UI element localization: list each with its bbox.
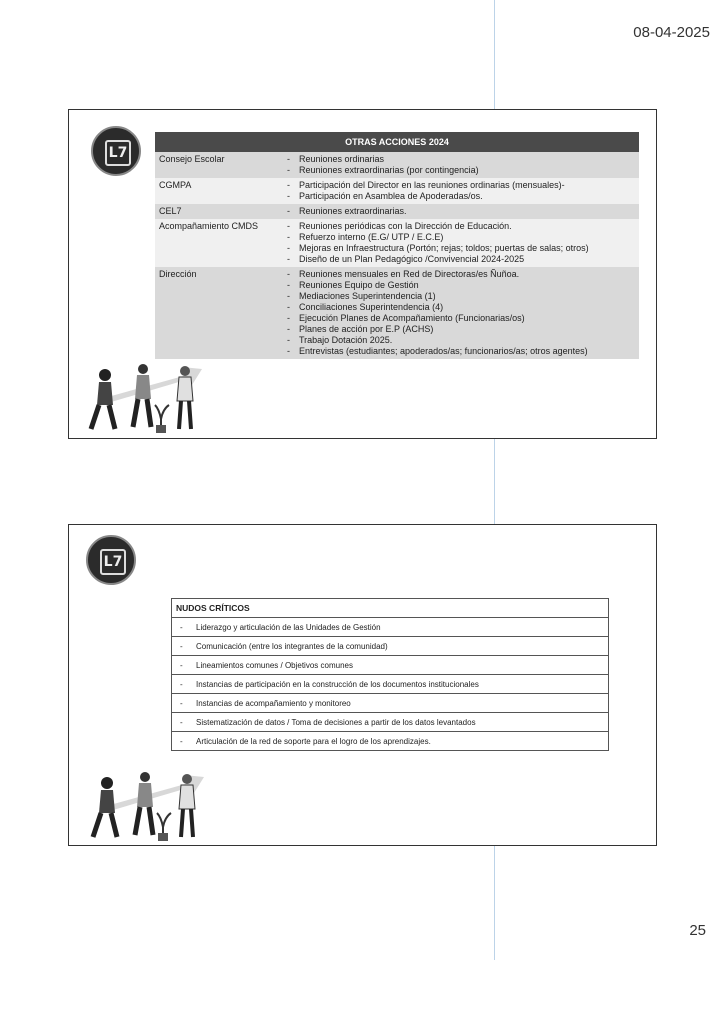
list-item: - Lineamientos comunes / Objetivos comunes	[172, 656, 609, 675]
logo-emblem-icon: L7	[105, 140, 131, 166]
list-item: - Reuniones ordinarias	[285, 154, 635, 165]
list-item: - Reuniones Equipo de Gestión	[285, 280, 635, 291]
otras-acciones-table	[155, 132, 639, 359]
slide-otras-acciones	[68, 109, 657, 439]
logo-emblem-icon: L7	[100, 549, 126, 575]
list-item: - Conciliaciones Superintendencia (4)	[285, 302, 635, 313]
table-row	[155, 152, 639, 178]
table-row	[155, 204, 639, 219]
list-item: - Liderazgo y articulación de las Unidades de Gestión	[172, 618, 609, 637]
nudos-criticos-table	[171, 598, 609, 751]
school-logo	[91, 126, 141, 176]
row-label: CGMPA	[155, 178, 281, 204]
list-item: - Reuniones extraordinarias.	[285, 206, 635, 217]
list-item: - Reuniones extraordinarias (por contingencia)	[285, 165, 635, 176]
table-row	[155, 178, 639, 204]
page-number: 25	[689, 922, 706, 939]
list-item: - Reuniones periódicas con la Dirección de Educación.	[285, 221, 635, 232]
document-date: 08-04-2025	[633, 24, 710, 41]
list-item: - Mejoras en Infraestructura (Portón; rejas; toldos; puertas de salas; otros)	[285, 243, 635, 254]
list-item: - Diseño de un Plan Pedagógico /Convivencial 2024-2025	[285, 254, 635, 265]
list-item: - Instancias de acompañamiento y monitoreo	[172, 694, 609, 713]
list-item: - Participación en Asamblea de Apoderadas/os.	[285, 191, 635, 202]
list-item: - Ejecución Planes de Acompañamiento (Funcionarias/os)	[285, 313, 635, 324]
row-label: Dirección	[155, 267, 281, 359]
list-item: - Reuniones mensuales en Red de Directoras/es Ñuñoa.	[285, 269, 635, 280]
list-item: - Planes de acción por E.P (ACHS)	[285, 324, 635, 335]
table-title: NUDOS CRÍTICOS	[172, 599, 609, 618]
table-row	[155, 267, 639, 359]
row-label: Acompañamiento CMDS	[155, 219, 281, 267]
row-label: Consejo Escolar	[155, 152, 281, 178]
teamwork-illustration-icon	[77, 355, 207, 435]
list-item: - Sistematización de datos / Toma de decisiones a partir de los datos levantados	[172, 713, 609, 732]
teamwork-illustration-icon	[79, 763, 209, 843]
list-item: - Comunicación (entre los integrantes de la comunidad)	[172, 637, 609, 656]
list-item: - Trabajo Dotación 2025.	[285, 335, 635, 346]
list-item: - Entrevistas (estudiantes; apoderados/as; funcionarios/as; otros agentes)	[285, 346, 635, 357]
slide-nudos-criticos	[68, 524, 657, 846]
school-logo	[86, 535, 136, 585]
list-item: - Mediaciones Superintendencia (1)	[285, 291, 635, 302]
list-item: - Instancias de participación en la construcción de los documentos institucionales	[172, 675, 609, 694]
row-label: CEL7	[155, 204, 281, 219]
list-item: - Refuerzo interno (E.G/ UTP / E.C.E)	[285, 232, 635, 243]
list-item: - Articulación de la red de soporte para el logro de los aprendizajes.	[172, 732, 609, 751]
table-row	[155, 219, 639, 267]
table-title: OTRAS ACCIONES 2024	[155, 132, 639, 152]
list-item: - Participación del Director en las reuniones ordinarias (mensuales)-	[285, 180, 635, 191]
